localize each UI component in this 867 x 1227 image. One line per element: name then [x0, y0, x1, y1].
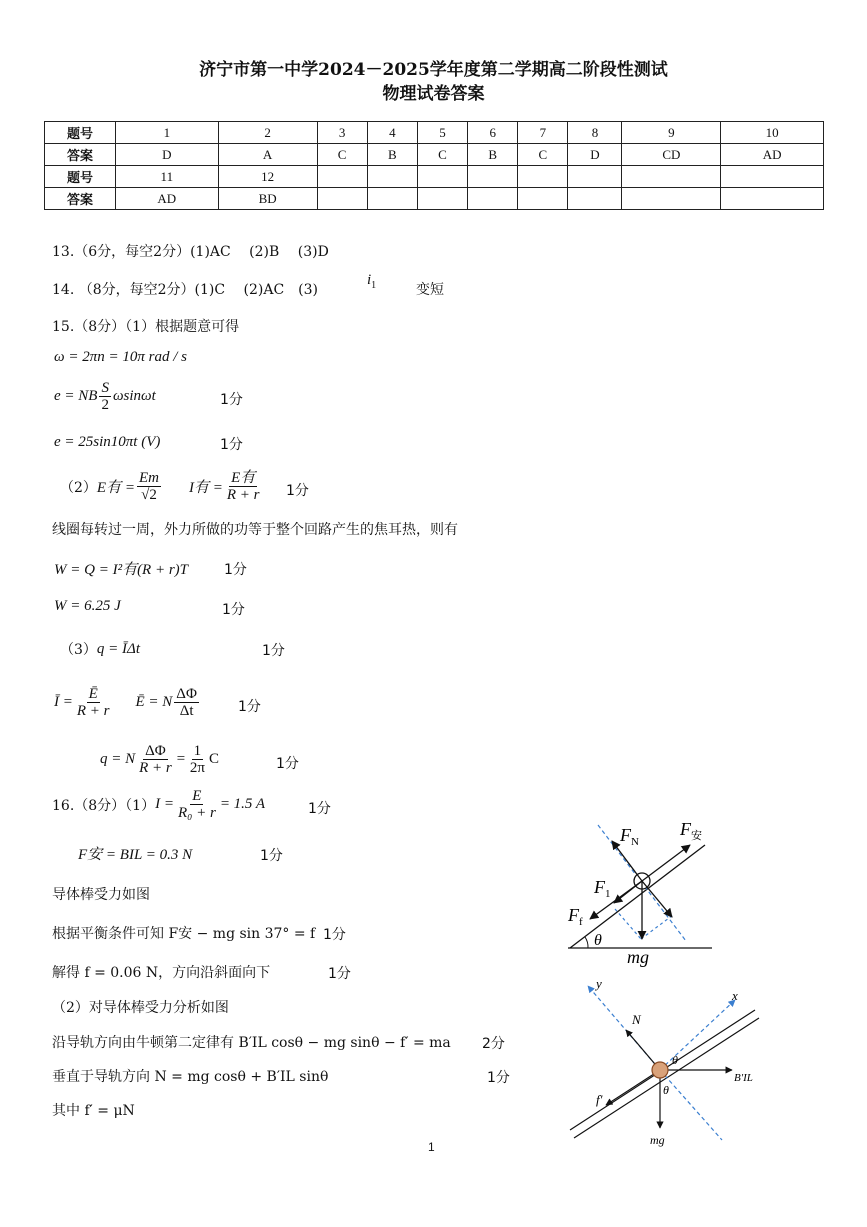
table-row [45, 122, 824, 144]
force-diagram-2 [560, 980, 770, 1150]
q16-I-right: = 1.5 A [219, 796, 266, 812]
component-dashed-2 [641, 915, 673, 939]
q16-text5: 沿导轨方向由牛顿第二定律有 B′IL cosθ − mg sinθ − f′ = ma [52, 1035, 451, 1051]
table-cell: 12 [218, 166, 317, 188]
table-cell: 3 [317, 122, 367, 144]
table-cell: BD [218, 188, 317, 210]
q15-e1 [54, 380, 156, 413]
q15-e2: e = 25sin10πt (V) [54, 434, 161, 450]
q15-e1-den: 2 [101, 397, 109, 413]
label-BIL: B′IL [734, 1072, 753, 1084]
y-axis-neg [660, 1070, 722, 1140]
table-cell: AD [116, 188, 219, 210]
q15-intro: 15.（8分）（1）根据题意可得 [52, 319, 240, 335]
q14-symbol-sub: 1 [371, 280, 377, 291]
table-cell [317, 188, 367, 210]
label-F1: $F_1$ [594, 877, 611, 900]
q15-Ibar-num: Ē [88, 686, 98, 702]
table-cell [417, 188, 467, 210]
table-cell [367, 166, 417, 188]
table-cell: B [468, 144, 518, 166]
answer-table [44, 121, 824, 210]
table-cell [568, 166, 622, 188]
score-label: 1分 [286, 483, 309, 499]
score-label: 2分 [482, 1036, 505, 1052]
table-cell: C [417, 144, 467, 166]
q16-text4: （2）对导体棒受力分析如图 [52, 1000, 229, 1016]
score-label: 1分 [323, 927, 346, 943]
table-cell: C [317, 144, 367, 166]
table-cell [622, 188, 721, 210]
score-label: 1分 [328, 966, 351, 982]
q15-q1: q = ĪΔt [96, 640, 141, 657]
q13-line: 13.（6分，每空2分）(1)AC (2)B (3)D [52, 244, 329, 260]
label-x: x [732, 988, 738, 1003]
q15-part3 [60, 639, 140, 659]
q16-I-den: R₀ + r [177, 805, 216, 821]
table-row [45, 188, 824, 210]
q15-e1-right: ωsinωt [112, 388, 156, 404]
table-cell: 4 [367, 122, 417, 144]
q15-I-num: E有 [231, 470, 256, 486]
label-mg: mg [627, 947, 649, 967]
table-cell [622, 166, 721, 188]
table-cell: B [367, 144, 417, 166]
label-f: f′ [596, 1092, 603, 1107]
component-arrow [642, 881, 672, 917]
score-label: 1分 [238, 699, 261, 715]
q14-suffix: 变短 [416, 282, 444, 298]
table-cell [367, 188, 417, 210]
q16-I-left: I = [155, 796, 174, 812]
table-cell: AD [721, 144, 824, 166]
q16-text1: 导体棒受力如图 [52, 887, 150, 903]
q15-E-num: Em [138, 470, 159, 486]
page-subtitle: 物理试卷答案 [382, 84, 485, 104]
q15-q2-eq: = [175, 751, 186, 767]
q15-Ebar-num: ΔΦ [176, 686, 197, 702]
score-label: 1分 [262, 643, 285, 659]
q15-p2: （2） [60, 479, 97, 496]
table-cell: 6 [468, 122, 518, 144]
table-cell: C [518, 144, 568, 166]
label-mg: mg [650, 1133, 665, 1147]
q15-W2: W = 6.25 J [54, 598, 121, 614]
q16-part1 [52, 788, 265, 821]
q16-I-num: E [192, 788, 202, 804]
table-cell [317, 166, 367, 188]
q15-q2-num2: 1 [193, 743, 202, 759]
table-cell [568, 188, 622, 210]
table-cell: 5 [417, 122, 467, 144]
q16-text6: 垂直于导轨方向 N = mg cosθ + B′IL sinθ [52, 1069, 329, 1085]
table-cell: D [116, 144, 219, 166]
table-cell: 1 [116, 122, 219, 144]
angle-arc [585, 937, 588, 948]
label-theta: θ [594, 932, 602, 949]
table-cell [518, 188, 568, 210]
table-cell: CD [622, 144, 721, 166]
q15-Ibar [54, 686, 201, 719]
score-label: 1分 [220, 392, 243, 408]
q15-q2-den2: 2π [189, 760, 205, 776]
q15-q2-den: R + r [139, 760, 172, 776]
table-cell [518, 166, 568, 188]
table-cell: D [568, 144, 622, 166]
q15-I-den: R + r [226, 487, 260, 503]
label-theta-1: θ [672, 1053, 678, 1067]
q16-text2: 根据平衡条件可知 F安 − mg sin 37° = f [52, 926, 316, 942]
score-label: 1分 [260, 848, 283, 864]
table-cell [721, 188, 824, 210]
q15-q2-unit: C [208, 751, 219, 767]
q15-e1-left: e = NB [54, 388, 98, 404]
score-label: 1分 [276, 756, 299, 772]
label-Ff: $F_f$ [568, 905, 583, 928]
table-cell: 2 [218, 122, 317, 144]
score-label: 1分 [222, 602, 245, 618]
component-dashed-1 [615, 909, 641, 939]
table-cell: 11 [116, 166, 219, 188]
table-row [45, 144, 824, 166]
q15-e1-num: S [101, 380, 109, 396]
q15-q2 [100, 743, 219, 776]
label-y: y [596, 980, 602, 991]
force-diagram-1 [560, 815, 730, 975]
page-title: 济宁市第一中学2024－2025学年度第二学期高二阶段性测试 [199, 60, 668, 80]
table-cell: A [218, 144, 317, 166]
table-header-cell: 题号 [45, 166, 116, 188]
q14-line [52, 279, 318, 299]
label-N: N [632, 1012, 641, 1027]
page-number: 1 [428, 1140, 435, 1154]
q15-Ibar-den: R + r [76, 703, 110, 719]
table-cell: 9 [622, 122, 721, 144]
q14-symbol-i: i [367, 272, 372, 288]
q15-part2 [60, 470, 263, 503]
q15-text1: 线圈每转过一周，外力所做的功等于整个回路产生的焦耳热，则有 [52, 522, 458, 538]
table-cell: 7 [518, 122, 568, 144]
f1-arrow [614, 881, 642, 903]
q15-E-den: √2 [141, 487, 157, 503]
label-Fan: $F_安$ [680, 819, 702, 842]
score-label: 1分 [308, 801, 331, 817]
q15-q2-left: q = N [100, 751, 136, 767]
label-FN: $F_N$ [620, 825, 639, 848]
score-label: 1分 [487, 1070, 510, 1086]
q14-symbol [367, 272, 376, 291]
q15-q2-num: ΔΦ [145, 743, 166, 759]
q15-omega: ω = 2πn = 10π rad / s [54, 349, 187, 365]
q15-E-left: E有 = [96, 480, 135, 496]
table-cell [417, 166, 467, 188]
score-label: 1分 [224, 562, 247, 578]
q16-text7: 其中 f′ = μN [52, 1103, 135, 1119]
q16-intro: 16.（8分）（1） [52, 797, 156, 814]
table-cell [721, 166, 824, 188]
q15-Ibar-left: Ī = [54, 694, 73, 710]
ampere-force-arrow [642, 845, 690, 881]
q15-p3: （3） [60, 642, 97, 658]
q15-W1: W = Q = I²有(R + r)T [54, 562, 189, 578]
q16-F: F安 = BIL = 0.3 N [78, 847, 193, 863]
q15-Ebar-left: Ē = N [135, 694, 173, 710]
label-theta-2: θ [663, 1083, 669, 1097]
table-cell: 10 [721, 122, 824, 144]
table-row [45, 166, 824, 188]
table-header-cell: 题号 [45, 122, 116, 144]
incline-line [570, 845, 705, 948]
table-cell [468, 166, 518, 188]
score-label: 1分 [220, 437, 243, 453]
q16-text3: 解得 f = 0.06 N，方向沿斜面向下 [52, 965, 271, 981]
q14-prefix: 14. （8分，每空2分）(1)C (2)AC (3) [52, 282, 319, 298]
table-header-cell: 答案 [45, 144, 116, 166]
table-cell: 8 [568, 122, 622, 144]
table-cell [468, 188, 518, 210]
rod-cross-section [652, 1062, 668, 1078]
q15-Ebar-den: Δt [179, 703, 194, 719]
q15-I-left: I有 = [188, 480, 223, 496]
table-header-cell: 答案 [45, 188, 116, 210]
